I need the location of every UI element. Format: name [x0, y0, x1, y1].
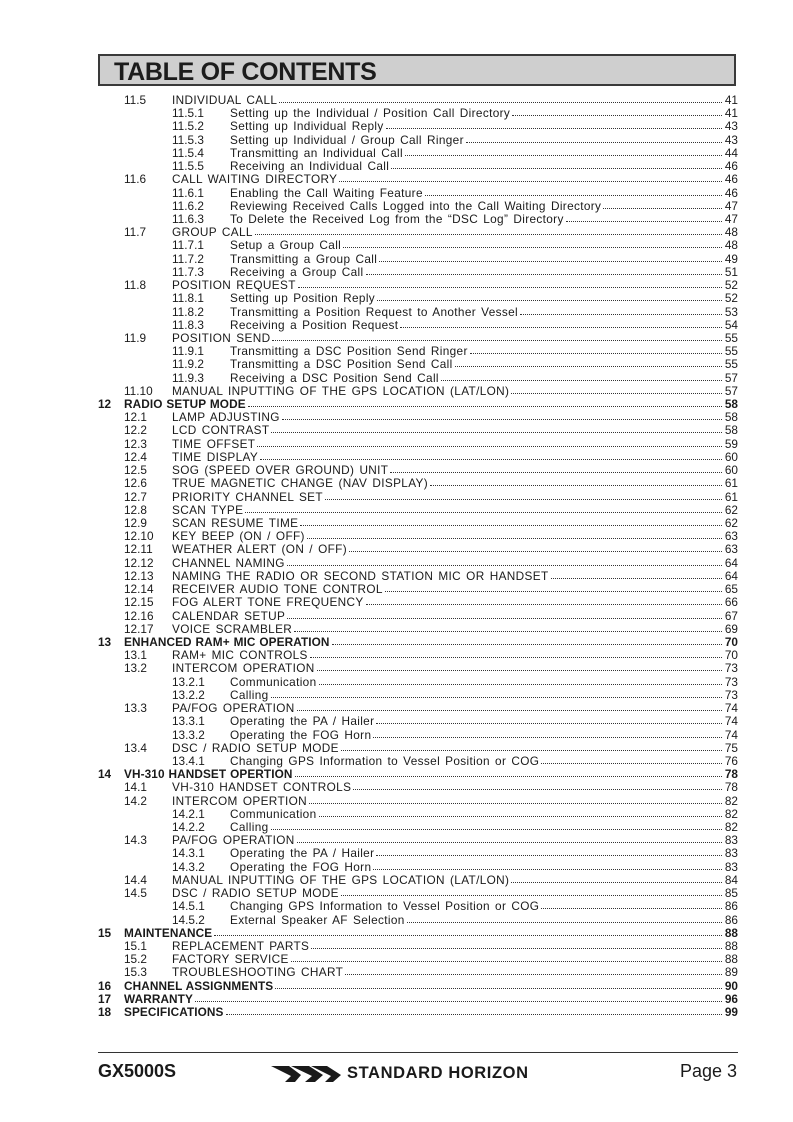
toc-entry-title[interactable]: Communication — [230, 674, 317, 689]
toc-entry-number: 18 — [98, 1005, 112, 1020]
dot-leader — [279, 93, 722, 103]
toc-entry-number: 17 — [98, 991, 112, 1006]
toc-entry-number: 12.10 — [124, 529, 154, 544]
toc-entry-page[interactable]: 88 — [724, 925, 738, 940]
toc-entry-number: 12.7 — [124, 489, 147, 504]
toc-entry-number: 12.5 — [124, 463, 147, 478]
dot-leader — [287, 556, 722, 566]
toc-entry-number: 13.4 — [124, 740, 147, 755]
toc-entry-page[interactable]: 74 — [724, 701, 738, 716]
toc-entry-number: 11.7.3 — [172, 264, 204, 279]
footer-divider — [98, 1052, 738, 1053]
toc-entry-title[interactable]: Receiving a Group Call — [230, 264, 364, 279]
toc-entry-number: 14.4 — [124, 872, 147, 887]
toc-entry-title[interactable]: Operating the FOG Horn — [230, 859, 372, 874]
toc-entry-number: 14.3 — [124, 833, 147, 848]
dot-leader — [341, 886, 722, 896]
toc-entry-page[interactable]: 61 — [724, 489, 738, 504]
dot-leader — [309, 794, 722, 804]
toc-entry-title[interactable]: CALL WAITING DIRECTORY — [172, 172, 338, 187]
dot-leader — [541, 754, 722, 764]
toc-entry-number: 13.3.2 — [172, 727, 205, 742]
toc-entry-title[interactable]: MAINTENANCE — [124, 925, 213, 940]
dot-leader — [272, 331, 722, 341]
toc-entry-title[interactable]: VOICE SCRAMBLER — [172, 621, 293, 636]
toc-entry-title[interactable]: To Delete the Received Log from the “DSC Log” Directory — [230, 211, 564, 226]
toc-entry-title[interactable]: TROUBLESHOOTING CHART — [172, 965, 344, 980]
dot-leader — [341, 741, 722, 751]
dot-leader — [307, 529, 722, 539]
toc-entry-page[interactable]: 74 — [724, 714, 738, 729]
toc-entry-title[interactable]: Receiving a DSC Position Send Call — [230, 370, 439, 385]
toc-entry-number: 14.3.1 — [172, 846, 205, 861]
dot-leader — [430, 476, 722, 486]
dot-leader — [345, 965, 722, 975]
toc-entry-number: 12.4 — [124, 449, 147, 464]
dot-leader — [541, 899, 722, 909]
toc-entry-number: 12.9 — [124, 516, 147, 530]
toc-entry-page[interactable]: 43 — [724, 119, 738, 134]
toc-entry-page[interactable]: 76 — [724, 753, 738, 768]
toc-entry-number: 14.2.1 — [172, 806, 205, 821]
toc-entry-number: 16 — [98, 978, 112, 993]
toc-entry-page[interactable]: 63 — [724, 542, 738, 557]
toc-entry-page[interactable]: 55 — [724, 344, 738, 359]
toc-entry-number: 12.13 — [124, 568, 154, 583]
toc-entry-page[interactable]: 47 — [724, 211, 738, 226]
dot-leader — [195, 992, 722, 1002]
toc-entry-title[interactable]: INTERCOM OPERATION — [172, 661, 315, 676]
toc-entry-title[interactable]: Setup a Group Call — [230, 238, 342, 253]
toc-entry-page[interactable]: 47 — [724, 198, 738, 213]
toc-entry-title[interactable]: NAMING THE RADIO OR SECOND STATION MIC OR HANDSET — [172, 568, 549, 583]
toc-entry-title[interactable]: Transmitting a Group Call — [230, 251, 378, 266]
dot-leader — [511, 873, 722, 883]
dot-leader — [245, 503, 722, 513]
toc-entry-number: 11.7.2 — [172, 251, 204, 266]
toc-entry-title[interactable]: Changing GPS Information to Vessel Position or COG — [230, 899, 540, 914]
toc-entry-number: 13.1 — [124, 648, 147, 663]
toc-entry-title[interactable]: Setting up Individual Reply — [230, 119, 384, 134]
dot-leader — [311, 939, 722, 949]
toc-entry-number: 14.5.1 — [172, 899, 205, 914]
toc-entry-title[interactable]: POSITION REQUEST — [172, 278, 296, 293]
toc-entry-page[interactable]: 83 — [724, 833, 738, 848]
toc-entry-title[interactable]: Reviewing Received Calls Logged into the Call Waiting Directory — [230, 198, 602, 213]
toc-entry-title[interactable]: PA/FOG OPERATION — [172, 701, 295, 716]
toc-entry-page[interactable]: 41 — [724, 93, 738, 107]
dot-leader — [325, 490, 722, 500]
toc-entry-page[interactable]: 85 — [724, 886, 738, 901]
toc-entry-title[interactable]: DSC / RADIO SETUP MODE — [172, 886, 339, 901]
dot-leader — [319, 675, 722, 685]
toc-entry-title[interactable]: TIME OFFSET — [172, 436, 256, 451]
toc-entry-page[interactable]: 58 — [724, 410, 738, 425]
dot-leader — [295, 767, 723, 777]
toc-entry-page[interactable]: 52 — [724, 291, 738, 306]
toc-entry-page[interactable]: 41 — [724, 106, 738, 121]
toc-entry-number: 11.5.4 — [172, 145, 204, 160]
toc-entry-page[interactable]: 46 — [724, 159, 738, 174]
toc-entry-page[interactable]: 89 — [724, 965, 738, 980]
toc-entry-number: 11.10 — [124, 383, 153, 398]
toc-entry-title[interactable]: PA/FOG OPERATION — [172, 833, 295, 848]
toc-entry-title[interactable]: GROUP CALL — [172, 225, 253, 240]
toc-entry-title[interactable]: SCAN TYPE — [172, 502, 244, 517]
dot-leader — [520, 305, 722, 315]
toc-entry-page[interactable]: 61 — [724, 476, 738, 491]
toc-entry-title[interactable]: FOG ALERT TONE FREQUENCY — [172, 595, 364, 610]
toc-entry-number: 15.1 — [124, 939, 147, 953]
toc-entry-number: 13.3.1 — [172, 714, 205, 729]
dot-leader — [390, 463, 722, 473]
toc-entry-number: 12.15 — [124, 595, 154, 610]
toc-entry-number: 11.6.1 — [172, 185, 204, 200]
toc-entry-title[interactable]: Setting up Individual / Group Call Ringer — [230, 132, 464, 147]
toc-entry-page[interactable]: 48 — [724, 238, 738, 253]
toc-entry-title[interactable]: TIME DISPLAY — [172, 449, 259, 464]
toc-entry-number: 13.2.1 — [172, 674, 205, 689]
toc-entry-page[interactable]: 57 — [724, 383, 738, 398]
dot-leader — [339, 172, 722, 182]
dot-leader — [297, 833, 722, 843]
toc-entry-title[interactable]: Transmitting an Individual Call — [230, 145, 403, 160]
toc-entry-number: 11.5.1 — [172, 106, 204, 121]
page-title: TABLE OF CONTENTS — [114, 58, 377, 86]
dot-leader — [343, 238, 722, 248]
toc-entry-number: 15.2 — [124, 952, 147, 967]
dot-leader — [566, 212, 722, 222]
dot-leader — [470, 344, 722, 354]
toc-entry-number: 12.12 — [124, 555, 154, 570]
toc-entry-page[interactable]: 96 — [724, 991, 738, 1006]
toc-entry-page[interactable]: 58 — [724, 397, 738, 412]
toc-entry-title[interactable]: Receiving a Position Request — [230, 317, 399, 332]
dot-leader — [248, 397, 722, 407]
toc-entry-number: 11.6.3 — [172, 211, 204, 226]
toc-entry-page[interactable]: 51 — [724, 264, 738, 279]
brand-mark-icon — [271, 1063, 341, 1085]
toc-entry-number: 11.9.3 — [172, 370, 204, 385]
dot-leader — [282, 410, 722, 420]
dot-leader — [294, 622, 722, 632]
toc-entry-title[interactable]: Calling — [230, 820, 269, 835]
toc-entry-title[interactable]: SCAN RESUME TIME — [172, 516, 299, 530]
toc-entry-page[interactable]: 44 — [724, 145, 738, 160]
dot-leader — [466, 133, 722, 143]
toc-entry-number: 15 — [98, 925, 112, 940]
dot-leader — [255, 225, 722, 235]
toc-header-bar — [98, 54, 736, 86]
toc-entry-title[interactable]: Calling — [230, 687, 269, 702]
dot-leader — [373, 860, 722, 870]
toc-entry-page[interactable]: 52 — [724, 278, 738, 293]
dot-leader — [298, 278, 722, 288]
toc-entry-number: 11.7.1 — [172, 238, 204, 253]
footer-model-name: GX5000S — [98, 1061, 177, 1081]
toc-entry-number: 12 — [98, 397, 112, 412]
toc-entry-leader-group — [124, 1006, 738, 1019]
toc-chapter-row[interactable] — [98, 1006, 738, 1019]
toc-entry-number: 12.8 — [124, 502, 147, 517]
dot-leader — [377, 291, 722, 301]
toc-entry-page[interactable]: 86 — [724, 899, 738, 914]
toc-entry-number: 13.2 — [124, 661, 147, 676]
toc-entry-title[interactable]: Transmitting a DSC Position Send Call — [230, 357, 453, 372]
toc-entry-number: 14.5.2 — [172, 912, 205, 927]
dot-leader — [405, 146, 722, 156]
toc-entry-number: 14.5 — [124, 886, 147, 901]
dot-leader — [373, 728, 722, 738]
toc-entry-number: 12.2 — [124, 423, 147, 438]
toc-entry-title[interactable]: SPECIFICATIONS — [124, 1005, 224, 1020]
toc-entry-page[interactable]: 64 — [724, 555, 738, 570]
dot-leader — [214, 926, 722, 936]
toc-entry-title[interactable]: CHANNEL ASSIGNMENTS — [124, 978, 274, 993]
dot-leader — [349, 542, 722, 552]
toc-entry-title[interactable]: WARRANTY — [124, 991, 193, 1006]
dot-leader — [297, 701, 722, 711]
dot-leader — [310, 648, 722, 658]
toc-entry-page[interactable]: 88 — [724, 939, 738, 953]
toc-entry-title[interactable]: Setting up Position Reply — [230, 291, 376, 306]
dot-leader — [271, 423, 722, 433]
toc-entry-page[interactable]: 63 — [724, 529, 738, 544]
toc-entry-page[interactable]: 66 — [724, 595, 738, 610]
dot-leader — [271, 820, 722, 830]
dot-leader — [260, 450, 722, 460]
toc-entry-number: 11.7 — [124, 225, 147, 240]
toc-entry-number: 14.2.2 — [172, 820, 205, 835]
toc-entry-title[interactable]: RAM+ MIC CONTROLS — [172, 648, 308, 663]
toc-entry-number: 12.14 — [124, 582, 154, 597]
toc-entry-title[interactable]: LCD CONTRAST — [172, 423, 270, 438]
toc-entry-page[interactable]: 49 — [724, 251, 738, 266]
dot-leader — [271, 688, 722, 698]
dot-leader — [366, 265, 722, 275]
toc-entry-page[interactable]: 67 — [724, 608, 738, 623]
dot-leader — [287, 609, 722, 619]
toc-entry-number: 12.17 — [124, 621, 154, 636]
toc-entry-title[interactable]: WEATHER ALERT (ON / OFF) — [172, 542, 347, 557]
dot-leader — [386, 119, 722, 129]
toc-entry-page[interactable]: 55 — [724, 357, 738, 372]
toc-entry-page[interactable]: 82 — [724, 806, 738, 821]
toc-entry-title[interactable]: Operating the PA / Hailer — [230, 714, 375, 729]
toc-entry-number: 11.6.2 — [172, 198, 204, 213]
dot-leader — [400, 318, 722, 328]
toc-entry-page[interactable]: 70 — [724, 648, 738, 663]
toc-entry-page[interactable]: 90 — [724, 978, 738, 993]
toc-entry-page[interactable]: 78 — [724, 767, 738, 782]
toc-entry-number: 11.8.1 — [172, 291, 204, 306]
toc-entry-title[interactable]: Operating the PA / Hailer — [230, 846, 375, 861]
toc-entry-title[interactable]: INDIVIDUAL CALL — [172, 93, 278, 107]
toc-entry-title[interactable]: FACTORY SERVICE — [172, 952, 289, 967]
brand-name: STANDARD HORIZON — [347, 1064, 529, 1082]
toc-entry-page[interactable]: 57 — [724, 370, 738, 385]
toc-entry-number: 11.9.2 — [172, 357, 204, 372]
toc-entry-title[interactable]: Transmitting a Position Request to Another Vessel — [230, 304, 519, 319]
toc-entry-title[interactable]: Receiving an Individual Call — [230, 159, 390, 174]
toc-entry-title[interactable]: INTERCOM OPERTION — [172, 793, 308, 808]
toc-entry-page[interactable]: 64 — [724, 568, 738, 583]
dot-leader — [319, 807, 722, 817]
toc-entry-page[interactable]: 73 — [724, 661, 738, 676]
toc-entry-number: 11.9.1 — [172, 344, 204, 359]
dot-leader — [512, 106, 722, 116]
toc-entry-title[interactable]: RECEIVER AUDIO TONE CONTROL — [172, 582, 383, 597]
toc-entry-page[interactable]: 99 — [724, 1005, 738, 1020]
toc-entry-number: 11.8.2 — [172, 304, 204, 319]
toc-entry-number: 13.2.2 — [172, 687, 205, 702]
toc-entry-title[interactable]: Transmitting a DSC Position Send Ringer — [230, 344, 468, 359]
toc-entry-title[interactable]: External Speaker AF Selection — [230, 912, 405, 927]
toc-entry-title[interactable]: KEY BEEP (ON / OFF) — [172, 529, 305, 544]
toc-entry-number: 15.3 — [124, 965, 147, 980]
toc-entry-page[interactable]: 43 — [724, 132, 738, 147]
dot-leader — [332, 635, 722, 645]
toc-entry-title[interactable]: RADIO SETUP MODE — [124, 397, 246, 412]
dot-leader — [407, 913, 722, 923]
toc-entry-page[interactable]: 58 — [724, 423, 738, 438]
toc-entry-title[interactable]: MANUAL INPUTTING OF THE GPS LOCATION (LAT/LON) — [172, 383, 510, 398]
toc-entry-number: 14.1 — [124, 780, 147, 795]
toc-entry-page[interactable]: 60 — [724, 449, 738, 464]
dot-leader — [291, 952, 722, 962]
toc-entry-page[interactable]: 86 — [724, 912, 738, 927]
toc-entry-title[interactable]: LAMP ADJUSTING — [172, 410, 280, 425]
dot-leader — [455, 357, 722, 367]
brand-logo — [271, 1063, 571, 1085]
toc-entry-title[interactable]: CALENDAR SETUP — [172, 608, 286, 623]
toc-entry-page[interactable]: 78 — [724, 780, 738, 795]
toc-entry-page[interactable]: 83 — [724, 859, 738, 874]
toc-entry-title[interactable]: PRIORITY CHANNEL SET — [172, 489, 323, 504]
toc-entry-number: 11.5.2 — [172, 119, 204, 134]
toc-entry-title[interactable]: VH-310 HANDSET OPERTION — [124, 767, 293, 782]
dot-leader — [379, 252, 722, 262]
dot-leader — [353, 780, 722, 790]
toc-entry-number: 11.5 — [124, 93, 147, 107]
toc-entry-page[interactable]: 62 — [724, 502, 738, 517]
toc-entry-number: 11.9 — [124, 330, 147, 345]
dot-leader — [441, 371, 722, 381]
toc-entry-page[interactable]: 73 — [724, 687, 738, 702]
toc-entry-number: 12.1 — [124, 410, 147, 425]
toc-entry-title[interactable]: VH-310 HANDSET CONTROLS — [172, 780, 352, 795]
toc-entry-title[interactable]: CHANNEL NAMING — [172, 555, 285, 570]
toc-entry-number: 11.5.5 — [172, 159, 204, 174]
toc-entry-page[interactable]: 73 — [724, 674, 738, 689]
toc-entry-page[interactable]: 69 — [724, 621, 738, 636]
toc-entry-number: 11.5.3 — [172, 132, 204, 147]
toc-entry-title[interactable]: POSITION SEND — [172, 330, 271, 345]
dot-leader — [275, 979, 722, 989]
toc-entry-number: 12.16 — [124, 608, 154, 623]
toc-entry-page[interactable]: 65 — [724, 582, 738, 597]
toc-entry-page[interactable]: 60 — [724, 463, 738, 478]
toc-entry-page[interactable]: 55 — [724, 330, 738, 345]
toc-entry-title[interactable]: Operating the FOG Horn — [230, 727, 372, 742]
toc-entry-page[interactable]: 59 — [724, 436, 738, 451]
toc-entry-page[interactable]: 62 — [724, 516, 738, 530]
toc-entry-title[interactable]: Setting up the Individual / Position Call Directory — [230, 106, 511, 121]
toc-entry-number: 13.4.1 — [172, 753, 205, 768]
toc-list — [98, 94, 738, 1019]
toc-entry-number: 14.3.2 — [172, 859, 205, 874]
toc-entry-number: 12.3 — [124, 436, 147, 451]
toc-entry-title[interactable]: TRUE MAGNETIC CHANGE (NAV DISPLAY) — [172, 476, 429, 491]
toc-entry-page[interactable]: 46 — [724, 185, 738, 200]
toc-entry-title[interactable]: Enabling the Call Waiting Feature — [230, 185, 423, 200]
toc-entry-title[interactable]: DSC / RADIO SETUP MODE — [172, 740, 339, 755]
toc-entry-number: 12.6 — [124, 476, 147, 491]
dot-leader — [425, 186, 722, 196]
toc-entry-page[interactable]: 83 — [724, 846, 738, 861]
page-number: Page 3 — [679, 1061, 737, 1081]
toc-entry-number: 11.6 — [124, 172, 147, 187]
dot-leader — [385, 582, 722, 592]
toc-entry-number: 14.2 — [124, 793, 147, 808]
toc-entry-page[interactable]: 84 — [724, 872, 738, 887]
toc-entry-page[interactable]: 48 — [724, 225, 738, 240]
dot-leader — [511, 384, 722, 394]
toc-entry-number: 11.8 — [124, 278, 147, 293]
dot-leader — [551, 569, 722, 579]
toc-entry-page[interactable]: 88 — [724, 952, 738, 967]
dot-leader — [376, 714, 722, 724]
dot-leader — [366, 595, 722, 605]
dot-leader — [300, 516, 722, 526]
toc-entry-number: 13.3 — [124, 701, 147, 716]
toc-entry-number: 11.8.3 — [172, 317, 204, 332]
dot-leader — [391, 159, 722, 169]
toc-entry-title[interactable]: REPLACEMENT PARTS — [172, 939, 310, 953]
toc-entry-title[interactable]: Communication — [230, 806, 317, 821]
toc-entry-title[interactable]: Changing GPS Information to Vessel Position or COG — [230, 753, 540, 768]
dot-leader — [257, 437, 722, 447]
toc-entry-number: 13 — [98, 634, 112, 649]
toc-entry-page[interactable]: 82 — [724, 820, 738, 835]
toc-entry-title[interactable]: MANUAL INPUTTING OF THE GPS LOCATION (LAT/LON) — [172, 872, 510, 887]
toc-entry-number: 14 — [98, 767, 112, 782]
toc-entry-page[interactable]: 70 — [724, 634, 738, 649]
toc-entry-page[interactable]: 46 — [724, 172, 738, 187]
dot-leader — [603, 199, 722, 209]
dot-leader — [226, 1005, 723, 1015]
toc-entry-page[interactable]: 53 — [724, 304, 738, 319]
toc-entry-page[interactable]: 75 — [724, 740, 738, 755]
toc-entry-number: 12.11 — [124, 542, 153, 557]
toc-entry-title[interactable]: SOG (SPEED OVER GROUND) UNIT — [172, 463, 389, 478]
toc-entry-page[interactable]: 54 — [724, 317, 738, 332]
dot-leader — [317, 661, 722, 671]
dot-leader — [376, 846, 722, 856]
toc-entry-title[interactable]: ENHANCED RAM+ MIC OPERATION — [124, 634, 330, 649]
toc-entry-page[interactable]: 74 — [724, 727, 738, 742]
toc-entry-page[interactable]: 82 — [724, 793, 738, 808]
